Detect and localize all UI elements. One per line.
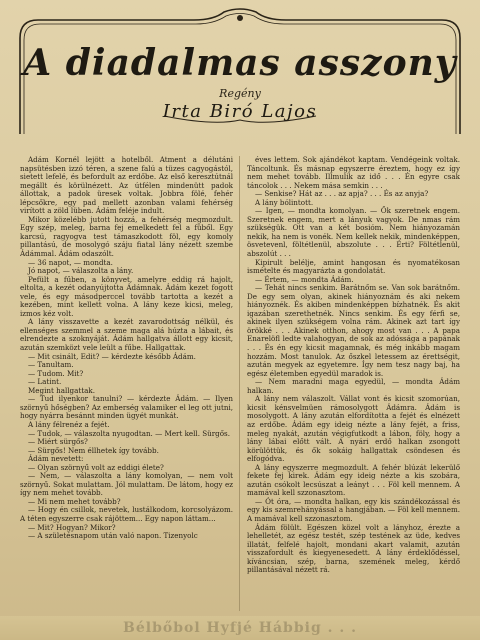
faded-bleed-text: Bélbőbol Hyfjé Hábbig . . . — [123, 620, 357, 636]
paragraph: — Miért sürgős? — [28, 437, 88, 447]
paragraph: A lány nem válaszolt. Vállat vont és kicsit szomorúan, kicsit kénsvelmüen rámosolygott Ádámra. Ádám is mosolygott. A lány azután elfordította a fejét és elnézett az erdőbe. Ádám egy ideig nézte a lány fejét, a friss, meleg nyakát, azután végigfutkodt a lábon, föly, hogy a lány lábai előtt vált. A nyári erdő halkan zsongott körülöttük, és ők sokáig hallgattak csöndesen és elfogódva. — [247, 394, 460, 464]
paragraph: Mikor közelébb jutott hozzá, a fehérség megmozdult. Egy szép, meleg, barna fej emelkedett fel a füből. Egy karcsú, ragyogva test támaszkodott föl, egy komoly pillantású, de mosolygó száju fiatal lány nézett szembe Ádámmal. Ádám odaszólt. — [20, 214, 233, 259]
paragraph: A lány félrenéz a fejét. — [28, 419, 110, 429]
paragraph: — Nem maradni maga egyedül, — mondta Ádám halkan. — [247, 377, 460, 395]
paragraph: A lány egyszerre megmozdult. A fehér blúzát lekerülő fekete fej kirek. Ádám egy ideig nézte a kis szobára, azután csókolt lecsúszat a leányt . . . Föl kell mennem. A mamával kell szzonasztom. — [247, 462, 460, 498]
paragraph: — Latint. — [28, 377, 62, 387]
paragraph: — Mit csinált, Edit? — kérdezte később Ádám. — [28, 351, 196, 361]
paragraph: A lány visszavette a kezét zavarodottság nélkül, és ellenséges szemmel a szeme maga alá húzta a lábait, és elrendezte a szoknyáját. Ádám hallgatva állott egy kicsit, azután szemközt vele leült a fűbe. Hallgattak. — [20, 317, 233, 353]
paragraph: — Nem, — válaszolta a lány komolyan, — nem volt szörnyű. Sokat mulattam. Jól mulattam. De látom, hogy ez így nem mehet tovább. — [20, 471, 233, 498]
paragraph: — Ót óra, — mondta halkan, egy kis szándékozással és egy kis szemrehányással a hangjában. — Föl kell mennem. A mamával kell szzonasztom. — [247, 496, 460, 523]
paragraph: éves lettem. Sok ajándékot kaptam. Vendégeink voltak. Táncoltunk. És másnap egyszerre éreztem, hogy ez így nem mehet tovább. Illmulik az idő . . . Én egyre csak táncolok . . . Nekem mása semkin . . . — [247, 156, 460, 190]
paragraph: Kipirult belélje, amint hangosan és nyomatékosan ismételte és magyarázta a gondolatát. — [247, 257, 460, 276]
paragraph: A lány bólintott. — [255, 197, 314, 207]
article-author: Irta Biró Lajos — [162, 101, 318, 122]
paragraph: — Igen, — mondta komolyan. — Ők szeretnek engem. Szeretnek engem, mert a lányuk vagyok. De nmas rám szükségük. Ott van a két bosióm. Nem hiányozamán nekik, ha nem is vonék. Nem kellek nekik, mindenképpen, ösvetevenl, föltétlenül, abszolute . . . Érti? Föltétlenül, abszolút . . . — [247, 206, 460, 259]
paragraph: — Mi nem mehet tovább? — [28, 496, 121, 506]
article-body — [20, 156, 460, 616]
paragraph: — Olyan szörnyű volt az eddigi élete? — [28, 462, 164, 472]
paragraph: Ádám fölült. Egészen közel volt a lányhoz, érezte a lehelletét, az egész testét, szép testének az üde, kedves illatát, felfelé hajolt, mondani akart valamit, azután visszafordult és kiegyenesedett. A lány érdeklődéssel, kíváncsian, szép, barna, szemének meleg, kérdő pillantásával nézett rá. — [247, 522, 460, 575]
paragraph: Jó napot, — válaszolta a lány. — [28, 266, 134, 276]
paragraph: — Sürgős! Nem éllhetek így tovább. — [28, 445, 159, 455]
paragraph: — Értem, — mondta Ádám. — [255, 274, 354, 284]
paragraph: — Tudok, — válaszolta nyugodtan. — Mert kell. Sürgős. — [28, 428, 230, 438]
paragraph: — Mit? Hogyan? Mikor? — [28, 522, 116, 532]
paragraph: — Hogy én csillok, nevetek, lustálkodom, korcsolyázom. A téten egyszerre csak rájöttem... Egy napon láttam... — [20, 505, 233, 523]
column-divider — [239, 156, 240, 611]
paragraph: — Tudom. Mit? — [28, 368, 84, 378]
paragraph: Ádám Kornél lejött a hotelből. Átment a délutáni napsütésben izzó téren, a szene falú a tüzes cagyogástól, sietett lefelé, és befordult az erdőbe. Az első keresztútnál megállt és körülnézett. Az útfélen mindenütt padok állottak, a padok üresek voltak. Jobbra fölé, fehér lépcsőkre, egy pad mellett azonban valami fehérség virított a zöld lüben. Ádám feléje indult. — [20, 156, 233, 216]
paragraph: — Tanultam. — [28, 360, 74, 370]
left-column — [20, 156, 233, 616]
paragraph: — 36 napot, — mondta. — [28, 257, 113, 267]
paragraph: Ádám nevetett: — [28, 454, 84, 464]
paragraph: — Senkise? Hát az . . . az apja? . . . És az anyja? — [255, 189, 429, 199]
article-subtitle: Regény — [219, 87, 261, 100]
article-title: A diadalmas asszony — [23, 42, 457, 84]
paragraph: Megint hallgattak. — [28, 385, 95, 395]
paragraph: — Tehát nincs senkim. Barátnőm se. Van sok barátnőm. De egy sem olyan, akinek hiányoznám és aki nekem hiányoznék. És akiben mindenképpen bízhatnék. És akit igazában szerethetnék. Nincs senkim. És egy férfi se, akinek ilyen szükségem volna rám. Akinek azt tart így örökké . . . Akinek otthon, ahogy most van . . . A papa Enarelöfl ledte valahogyan, de sok az adóssága a papának . . . És én egy kicsit magamnak, és még inkább magam hozzám. Most tanulok. Az őszkel letessem az érettségit, azután megyek az egyetemre. Így nem tesz nagy baj, ha egész életemben egyedül maradok is. — [247, 283, 460, 378]
paragraph: — Tud ilyenkor tanulni? — kérdezte Ádám. — Ilyen szörnyű hőségben? Az emberség valamiker el leg ott jutni, hogy nyárra besánnt minden ügyét munkát. — [20, 394, 233, 421]
paragraph: — A születésnapom után való napon. Tizenyolc — [28, 531, 198, 541]
paragraph: Pefült a fűben, a könyvet, amelyre eddig rá hajolt, eltolta, a kezét odanyújtotta Ádámnak. Ádám kezet fogott vele, és egy másodperccel tovább tartotta a kezét a kezében, mint kellett volna. A lány keze kicsi, meleg, izmos kéz volt. — [20, 274, 233, 318]
right-column — [247, 156, 460, 616]
